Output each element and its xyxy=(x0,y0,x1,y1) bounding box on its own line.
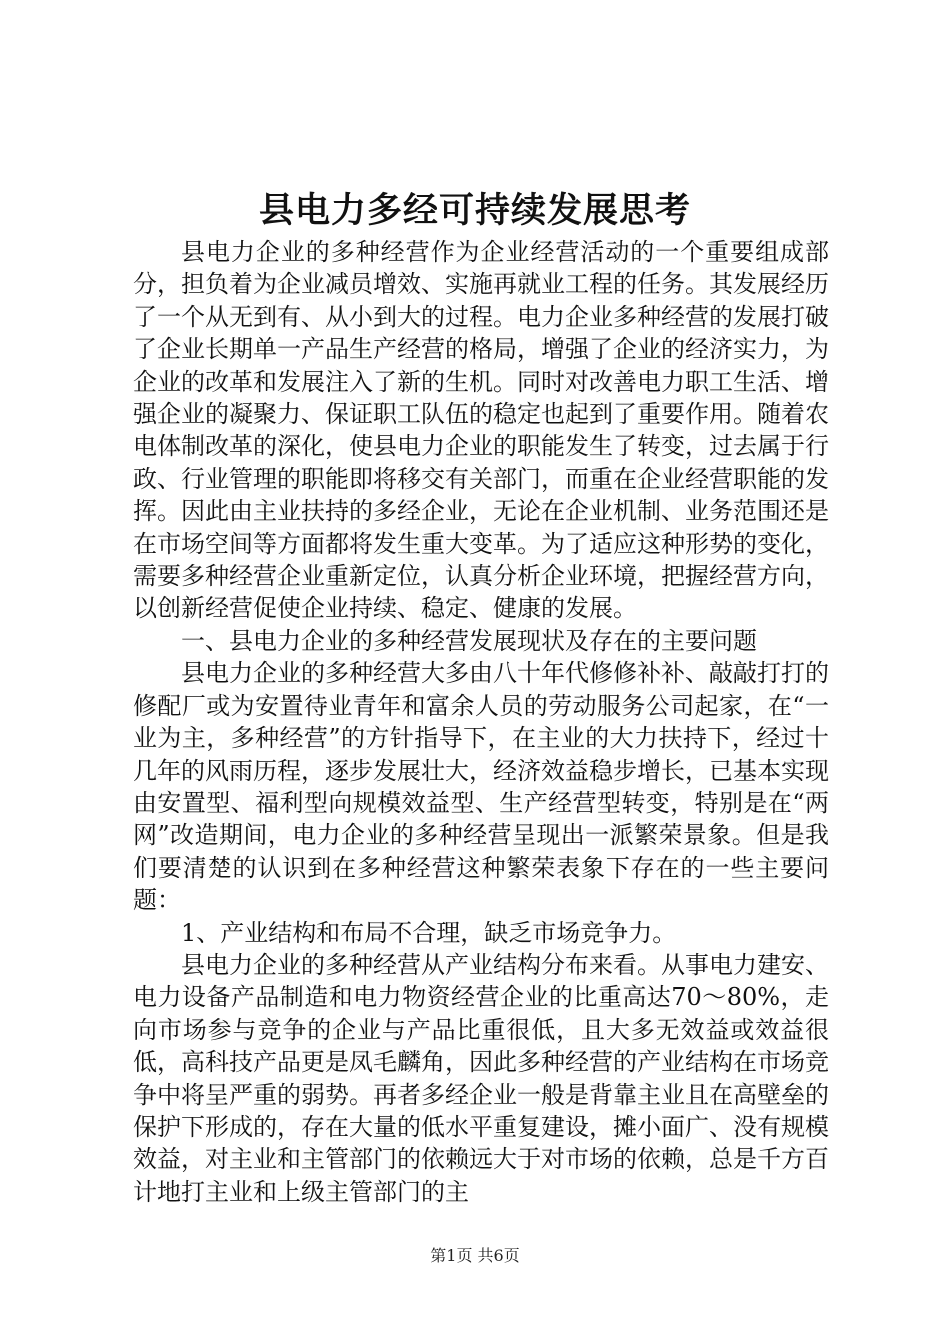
document-body xyxy=(133,236,829,1208)
paragraph-current-status: 县电力企业的多种经营大多由八十年代修修补补、敲敲打打的修配厂或为安置待业青年和富余人员的劳动服务公司起家，在“一业为主，多种经营”的方针指导下，在主业的大力扶持下，经过十几年的风雨历程，逐步发展壮大，经济效益稳步增长，已基本实现由安置型、福利型向规模效益型、生产经营型转变，特别是在“两网”改造期间，电力企业的多种经营呈现出一派繁荣景象。但是我们要清楚的认识到在多种经营这种繁荣表象下存在的一些主要问题： xyxy=(133,659,829,915)
paragraph-industry-structure: 县电力企业的多种经营从产业结构分布来看。从事电力建安、电力设备产品制造和电力物资经营企业的比重高达70～80%，走向市场参与竞争的企业与产品比重很低，且大多无效益或效益很低，高科技产品更是凤毛麟角，因此多种经营的产业结构在市场竞争中将呈严重的弱势。再者多经企业一般是背靠主业且在高壁垒的保护下形成的，存在大量的低水平重复建设，摊小面广、没有规模效益，对主业和主管部门的依赖远大于对市场的依赖，总是千方百计地打主业和上级主管部门的主 xyxy=(133,950,829,1206)
document-title: 县电力多经可持续发展思考 xyxy=(258,190,691,231)
paragraph-intro: 县电力企业的多种经营作为企业经营活动的一个重要组成部分，担负着为企业减员增效、实施再就业工程的任务。其发展经历了一个从无到有、从小到大的过程。电力企业多种经营的发展打破了企业长期单一产品生产经营的格局，增强了企业的经济实力，为企业的改革和发展注入了新的生机。同时对改善电力职工生活、增强企业的凝聚力、保证职工队伍的稳定也起到了重要作用。随着农电体制改革的深化，使县电力企业的职能发生了转变，过去属于行政、行业管理的职能即将移交有关部门，而重在企业经营职能的发挥。因此由主业扶持的多经企业，无论在企业机制、业务范围还是在市场空间等方面都将发生重大变革。为了适应这种形势的变化，需要多种经营企业重新定位，认真分析企业环境，把握经营方向，以创新经营促使企业持续、稳定、健康的发展。 xyxy=(133,238,829,623)
subsection-heading-1: 1、产业结构和布局不合理，缺乏市场竞争力。 xyxy=(181,918,677,947)
page-number-footer: 第1页 共6页 xyxy=(430,1246,520,1265)
section-heading-1: 一、县电力企业的多种经营发展现状及存在的主要问题 xyxy=(181,626,757,655)
